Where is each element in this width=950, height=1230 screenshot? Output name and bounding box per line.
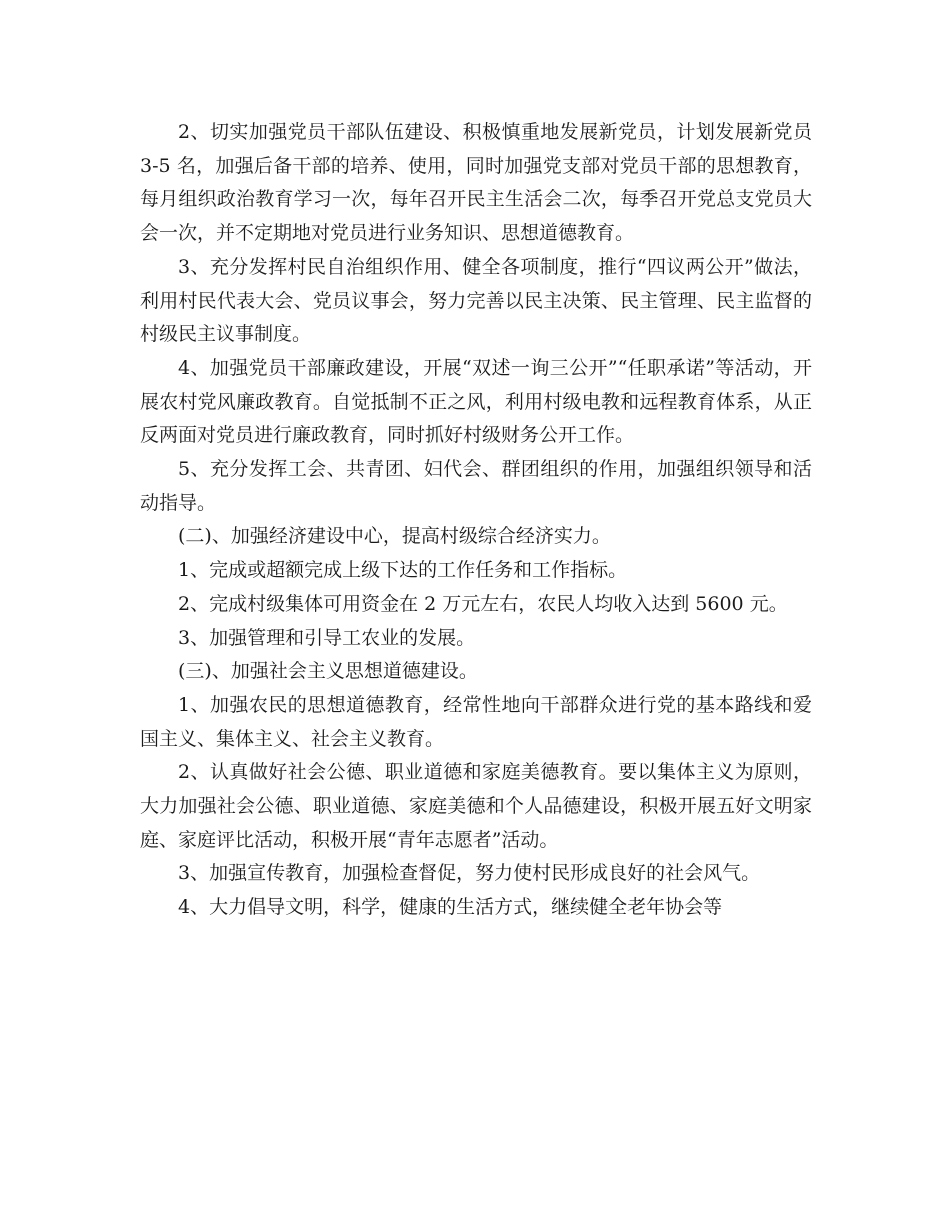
section-heading-economic: (二)、加强经济建设中心，提高村级综合经济实力。: [178, 525, 611, 548]
paragraph-publicity: 3、加强宣传教育，加强检查督促，努力使村民形成良好的社会风气。: [178, 862, 761, 885]
section-heading-moral: (三)、加强社会主义思想道德建设。: [178, 660, 478, 683]
document-body: [140, 116, 812, 925]
paragraph-lifestyle: 4、大力倡导文明，科学，健康的生活方式，继续健全老年协会等: [178, 896, 723, 919]
paragraph-social-ethics: 2、认真做好社会公德、职业道德和家庭美德教育。要以集体主义为原则，大力加强社会公德、职业道德、家庭美德和个人品德建设，积极开展五好文明家庭、家庭评比活动，积极开展“青年志愿者”活动。: [140, 761, 812, 851]
paragraph-agriculture-industry: 3、加强管理和引导工农业的发展。: [178, 626, 476, 649]
paragraph-party-member-building: 2、切实加强党员干部队伍建设、积极慎重地发展新党员，计划发展新党员 3-5 名，加强后备干部的培养、使用，同时加强党支部对党员干部的思想教育，每月组织政治教育学习一次，每年召开民主生活会二次，每季召开党总支党员大会一次，并不定期地对党员进行业务知识、思想道德教育。: [140, 121, 812, 245]
paragraph-moral-education: 1、加强农民的思想道德教育，经常性地向干部群众进行党的基本路线和爱国主义、集体主义、社会主义教育。: [140, 693, 812, 750]
paragraph-villager-autonomy: 3、充分发挥村民自治组织作用、健全各项制度，推行“四议两公开”做法，利用村民代表大会、党员议事会，努力完善以民主决策、民主管理、民主监督的村级民主议事制度。: [140, 255, 812, 346]
paragraph-collective-funds: 2、完成村级集体可用资金在 2 万元左右，农民人均收入达到 5600 元。: [178, 592, 788, 615]
paragraph-clean-government: 4、加强党员干部廉政建设，开展“双述一询三公开”“任职承诺”等活动，开展农村党风廉政教育。自觉抵制不正之风，利用村级电教和远程教育体系，从正反两面对党员进行廉政教育，同时抓好村级财务公开工作。: [140, 356, 812, 447]
paragraph-mass-organizations: 5、充分发挥工会、共青团、妇代会、群团组织的作用，加强组织领导和活动指导。: [140, 458, 812, 514]
paragraph-work-targets: 1、完成或超额完成上级下达的工作任务和工作指标。: [178, 559, 628, 582]
